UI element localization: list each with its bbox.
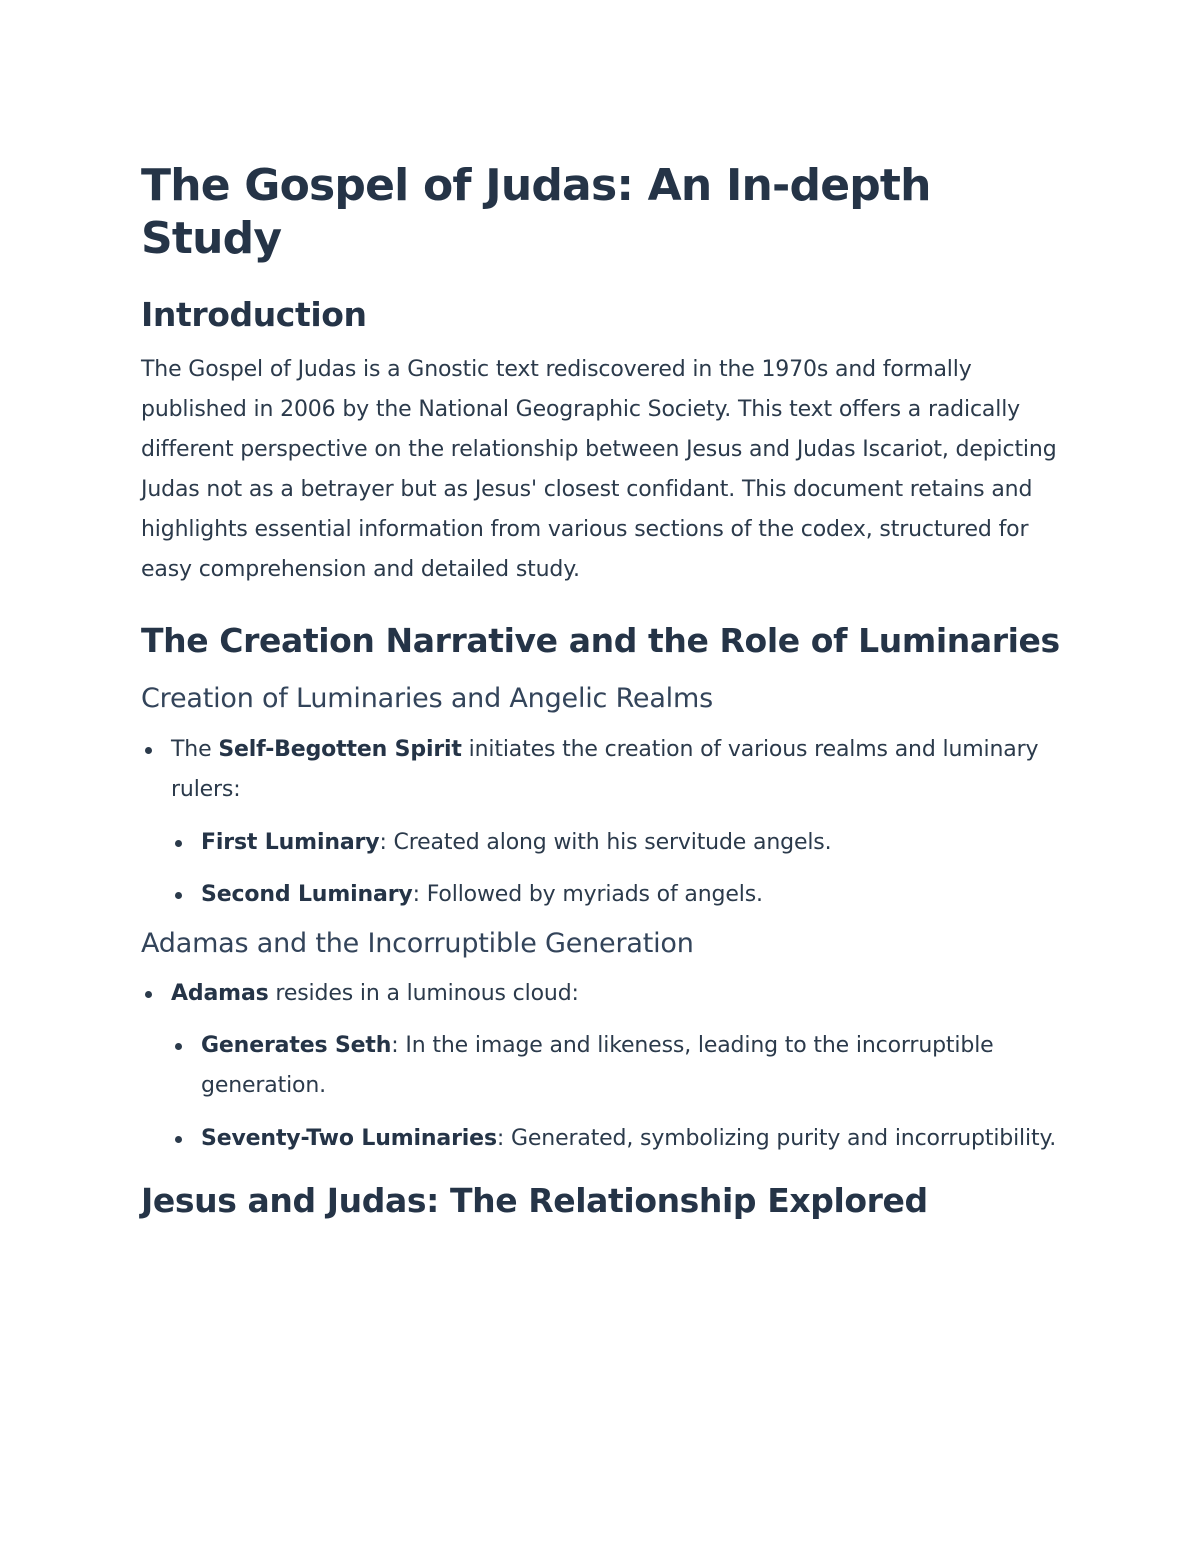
document-page [141, 160, 1071, 1230]
introduction-paragraph: The Gospel of Judas is a Gnostic text rediscovered in the 1970s and formally published in 2006 by the National Geographic Society. This text offers a radically different perspective on the relationship between Jesus and Judas Iscariot, depicting Judas not as a betrayer but as Jesus' closest confidant. This document retains and highlights essential information from various sections of the codex, structured for easy comprehension and detailed study. [141, 356, 1057, 582]
list-item [201, 1026, 1071, 1106]
list-item-text: : Created along with his servitude angels. [379, 829, 832, 855]
list-item-bold: Seventy-Two Luminaries [201, 1126, 497, 1152]
list-item-text: : Generated, symbolizing purity and incorruptibility. [496, 1126, 1057, 1152]
list-item-text: initiates the creation of various realms and luminary rulers: [171, 736, 1039, 802]
list-item [201, 1119, 1071, 1159]
jesus-judas-heading: Jesus and Judas: The Relationship Explored [141, 1181, 928, 1221]
adamas-list [171, 974, 1071, 1159]
luminaries-subheading: Creation of Luminaries and Angelic Realms [141, 682, 713, 714]
creation-narrative-heading: The Creation Narrative and the Role of Luminaries [141, 620, 1060, 660]
list-item-text: resides in a luminous cloud: [268, 981, 579, 1007]
list-item-prefix: The [171, 736, 219, 762]
list-item [201, 875, 1071, 915]
list-item [171, 974, 1071, 1159]
list-item-text: : In the image and likeness, leading to the incorruptible generation. [201, 1033, 994, 1099]
introduction-heading: Introduction [141, 294, 367, 334]
list-item-bold: Generates Seth [201, 1033, 392, 1059]
luminaries-list [171, 730, 1071, 915]
list-item-bold: Self-Begotten Spirit [218, 736, 462, 762]
list-item-bold: Adamas [171, 981, 269, 1007]
list-item-bold: Second Luminary [201, 881, 413, 907]
luminaries-sublist [201, 823, 1071, 915]
list-item [171, 730, 1071, 915]
list-item [201, 823, 1071, 863]
page-title: The Gospel of Judas: An In-depth Study [141, 160, 931, 264]
adamas-subheading: Adamas and the Incorruptible Generation [141, 927, 694, 959]
adamas-sublist [201, 1026, 1071, 1159]
list-item-text: : Followed by myriads of angels. [412, 881, 763, 907]
list-item-bold: First Luminary [201, 829, 380, 855]
